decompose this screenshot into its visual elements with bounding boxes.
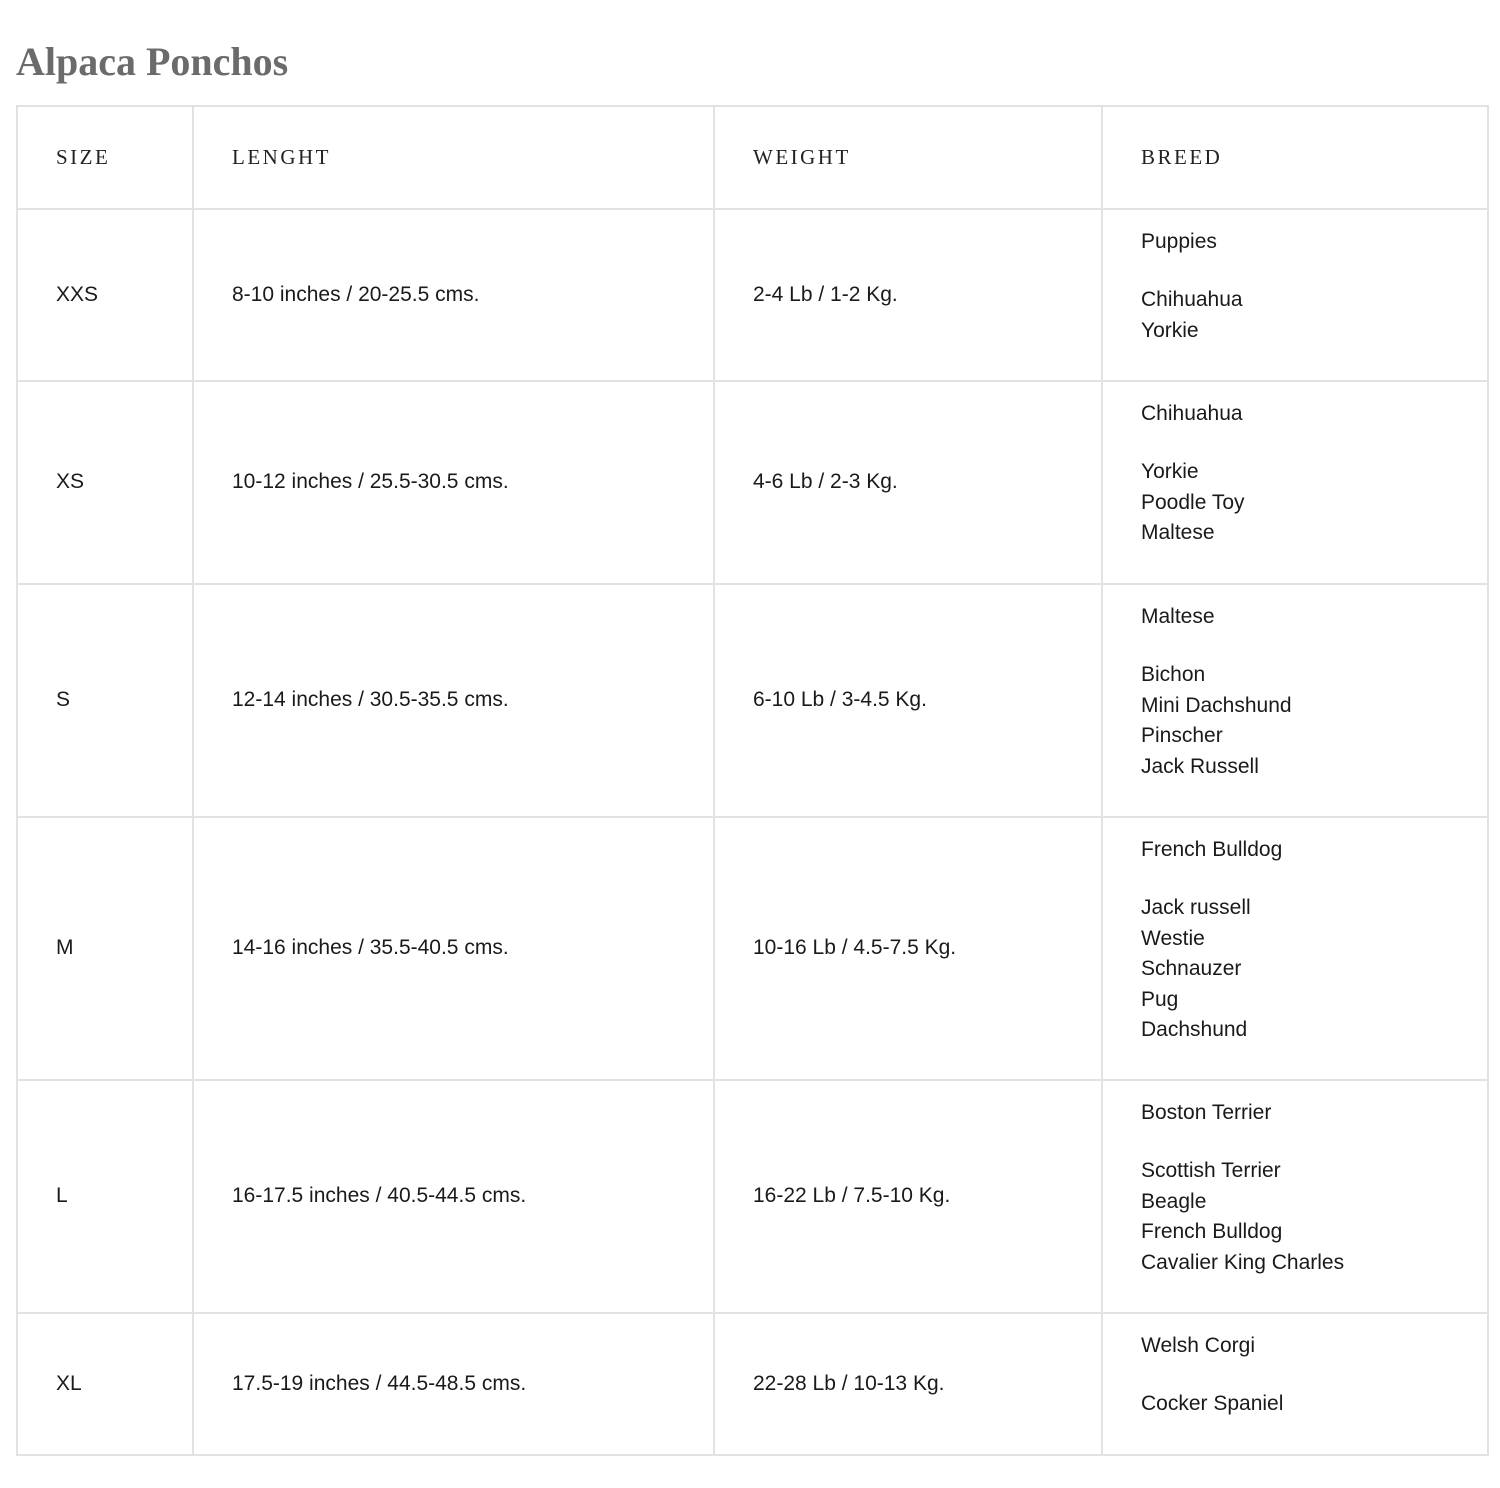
breed-item: Jack russell [1141, 896, 1251, 920]
breed-cell [1102, 209, 1488, 381]
breed-item: French Bulldog [1141, 1220, 1283, 1244]
table-row [17, 1080, 1488, 1313]
weight-cell: 4-6 Lb / 2-3 Kg. [714, 381, 1102, 584]
size-cell: XXS [17, 209, 193, 381]
length-cell: 16-17.5 inches / 40.5-44.5 cms. [193, 1080, 714, 1313]
size-cell: XS [17, 381, 193, 584]
breed-cell [1102, 1313, 1488, 1455]
breed-item: Jack Russell [1141, 754, 1259, 778]
length-cell: 10-12 inches / 25.5-30.5 cms. [193, 381, 714, 584]
size-chart-table [16, 105, 1489, 1456]
table-row [17, 1313, 1488, 1455]
table-body [17, 209, 1488, 1455]
weight-cell: 16-22 Lb / 7.5-10 Kg. [714, 1080, 1102, 1313]
breed-item: Dachshund [1141, 1018, 1248, 1042]
breed-item: Scottish Terrier [1141, 1159, 1281, 1183]
breed-cell [1102, 584, 1488, 817]
length-cell: 12-14 inches / 30.5-35.5 cms. [193, 584, 714, 817]
size-cell: L [17, 1080, 193, 1313]
size-cell: XL [17, 1313, 193, 1455]
breed-item: French Bulldog [1141, 838, 1283, 861]
breed-item: Beagle [1141, 1189, 1207, 1213]
breed-item: Mini Dachshund [1141, 693, 1292, 717]
table-row [17, 584, 1488, 817]
breed-item: Boston Terrier [1141, 1101, 1272, 1124]
weight-cell: 10-16 Lb / 4.5-7.5 Kg. [714, 817, 1102, 1080]
length-cell: 17.5-19 inches / 44.5-48.5 cms. [193, 1313, 714, 1455]
breed-cell [1102, 1080, 1488, 1313]
weight-cell: 2-4 Lb / 1-2 Kg. [714, 209, 1102, 381]
page-title: Alpaca Ponchos [16, 39, 289, 84]
breed-item: Cocker Spaniel [1141, 1392, 1284, 1416]
column-header-length: LENGHT [193, 106, 714, 209]
length-cell: 8-10 inches / 20-25.5 cms. [193, 209, 714, 381]
breed-item: Bichon [1141, 663, 1206, 687]
size-cell: S [17, 584, 193, 817]
breed-item: Welsh Corgi [1141, 1334, 1255, 1357]
breed-item: Westie [1141, 926, 1205, 950]
column-header-size: SIZE [17, 106, 193, 209]
breed-item: Poodle Toy [1141, 490, 1245, 514]
table-row [17, 381, 1488, 584]
breed-item: Puppies [1141, 230, 1217, 253]
column-header-weight: WEIGHT [714, 106, 1102, 209]
breed-item: Pug [1141, 987, 1179, 1011]
breed-item: Maltese [1141, 521, 1215, 545]
length-cell: 14-16 inches / 35.5-40.5 cms. [193, 817, 714, 1080]
breed-item: Cavalier King Charles [1141, 1250, 1345, 1274]
breed-item: Yorkie [1141, 460, 1199, 484]
breed-cell [1102, 817, 1488, 1080]
table-row [17, 209, 1488, 381]
breed-item: Yorkie [1141, 318, 1199, 342]
breed-cell [1102, 381, 1488, 584]
weight-cell: 6-10 Lb / 3-4.5 Kg. [714, 584, 1102, 817]
breed-item: Maltese [1141, 605, 1215, 628]
table-header-row [17, 106, 1488, 209]
table-row [17, 817, 1488, 1080]
breed-item: Schnauzer [1141, 957, 1242, 981]
size-cell: M [17, 817, 193, 1080]
weight-cell: 22-28 Lb / 10-13 Kg. [714, 1313, 1102, 1455]
breed-item: Chihuahua [1141, 402, 1243, 425]
column-header-breed: BREED [1102, 106, 1488, 209]
breed-item: Chihuahua [1141, 288, 1243, 312]
breed-item: Pinscher [1141, 724, 1223, 748]
